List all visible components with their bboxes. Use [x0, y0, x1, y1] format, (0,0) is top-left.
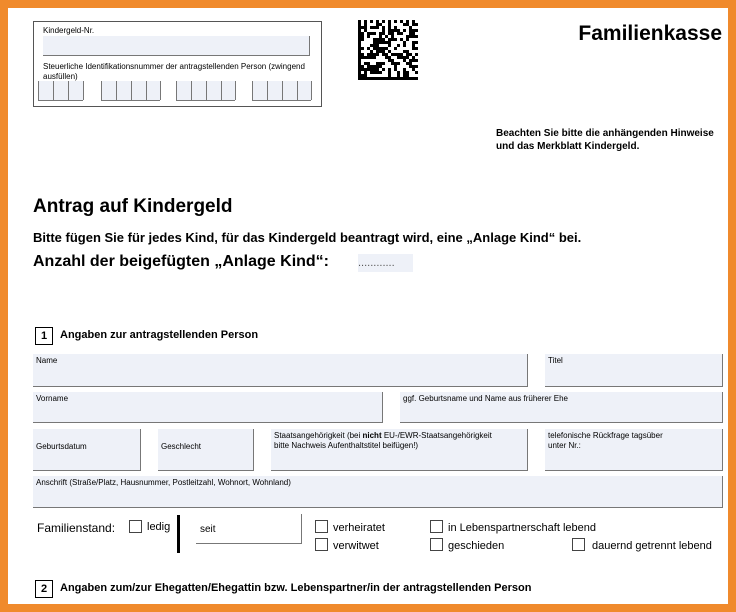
- seit-field[interactable]: [196, 514, 302, 544]
- titel-label: Titel: [548, 356, 563, 365]
- kindergeld-nr-field[interactable]: [43, 36, 310, 56]
- section-1-heading: Angaben zur antragstellenden Person: [60, 329, 259, 341]
- lebenspartnerschaft-checkbox[interactable]: [430, 520, 443, 533]
- telefon-label: telefonische Rückfrage tagsüber unter Nr.:: [548, 431, 663, 450]
- geburtsdatum-label: Geburtsdatum: [36, 442, 87, 451]
- verwitwet-label: verwitwet: [333, 540, 379, 552]
- geschieden-checkbox[interactable]: [430, 538, 443, 551]
- steuer-id-label: Steuerliche Identifikationsnummer der antragstellenden Person (zwingend ausfüllen): [43, 62, 305, 81]
- lebenspartnerschaft-label: in Lebenspartnerschaft lebend: [448, 522, 596, 534]
- seit-label: seit: [200, 524, 216, 535]
- divider: [177, 515, 180, 553]
- qr-code: [358, 20, 418, 80]
- anschrift-field[interactable]: [33, 476, 723, 508]
- notice-text: Beachten Sie bitte die anhängenden Hinweise und das Merkblatt Kindergeld.: [496, 128, 714, 152]
- titel-field[interactable]: [545, 354, 723, 387]
- vorname-field[interactable]: [33, 392, 383, 423]
- geburtsname-field[interactable]: [400, 392, 723, 423]
- form-page: [8, 8, 728, 604]
- staatsangehoerigkeit-field[interactable]: [271, 429, 528, 471]
- anlage-count-label: Anzahl der beigefügten „Anlage Kind“:: [33, 253, 330, 270]
- kindergeld-nr-label: Kindergeld-Nr.: [43, 26, 95, 35]
- steuer-id-field-1[interactable]: [38, 81, 83, 101]
- geschlecht-label: Geschlecht: [161, 442, 202, 451]
- verwitwet-checkbox[interactable]: [315, 538, 328, 551]
- vorname-label: Vorname: [36, 394, 69, 403]
- section-2-heading: Angaben zum/zur Ehegatten/Ehegattin bzw. Lebenspartner/in der antragstellenden Person: [60, 582, 532, 594]
- name-label: Name: [36, 356, 58, 365]
- staatsangehoerigkeit-label: Staatsangehörigkeit (bei nicht EU-/EWR-Staatsangehörigkeit bitte Nachweis Aufenthaltstitel beifügen!): [274, 431, 492, 450]
- ledig-checkbox[interactable]: [129, 520, 142, 533]
- telefon-field[interactable]: [545, 429, 723, 471]
- getrennt-label: dauernd getrennt lebend: [592, 540, 712, 552]
- agency-title: Familienkasse: [578, 22, 722, 45]
- verheiratet-label: verheiratet: [333, 522, 385, 534]
- form-instruction: Bitte fügen Sie für jedes Kind, für das Kindergeld beantragt wird, eine „Anlage Kind“ bei.: [33, 230, 582, 245]
- steuer-id-field-4[interactable]: [252, 81, 311, 101]
- section-2-number: 2: [35, 580, 53, 598]
- ledig-label: ledig: [147, 521, 171, 533]
- geschieden-label: geschieden: [448, 540, 505, 552]
- form-title: Antrag auf Kindergeld: [33, 196, 233, 217]
- geschlecht-field[interactable]: [158, 429, 254, 471]
- anlage-count-field[interactable]: ............: [358, 254, 413, 272]
- getrennt-checkbox[interactable]: [572, 538, 585, 551]
- section-1-number: 1: [35, 327, 53, 345]
- steuer-id-field-2[interactable]: [101, 81, 160, 101]
- geburtsdatum-field[interactable]: [33, 429, 141, 471]
- geburtsname-label: ggf. Geburtsname und Name aus früherer Ehe: [403, 394, 568, 403]
- familienstand-label: Familienstand:: [37, 521, 116, 535]
- anschrift-label: Anschrift (Straße/Platz, Hausnummer, Postleitzahl, Wohnort, Wohnland): [36, 478, 291, 487]
- verheiratet-checkbox[interactable]: [315, 520, 328, 533]
- steuer-id-field-3[interactable]: [176, 81, 235, 101]
- name-field[interactable]: [33, 354, 528, 387]
